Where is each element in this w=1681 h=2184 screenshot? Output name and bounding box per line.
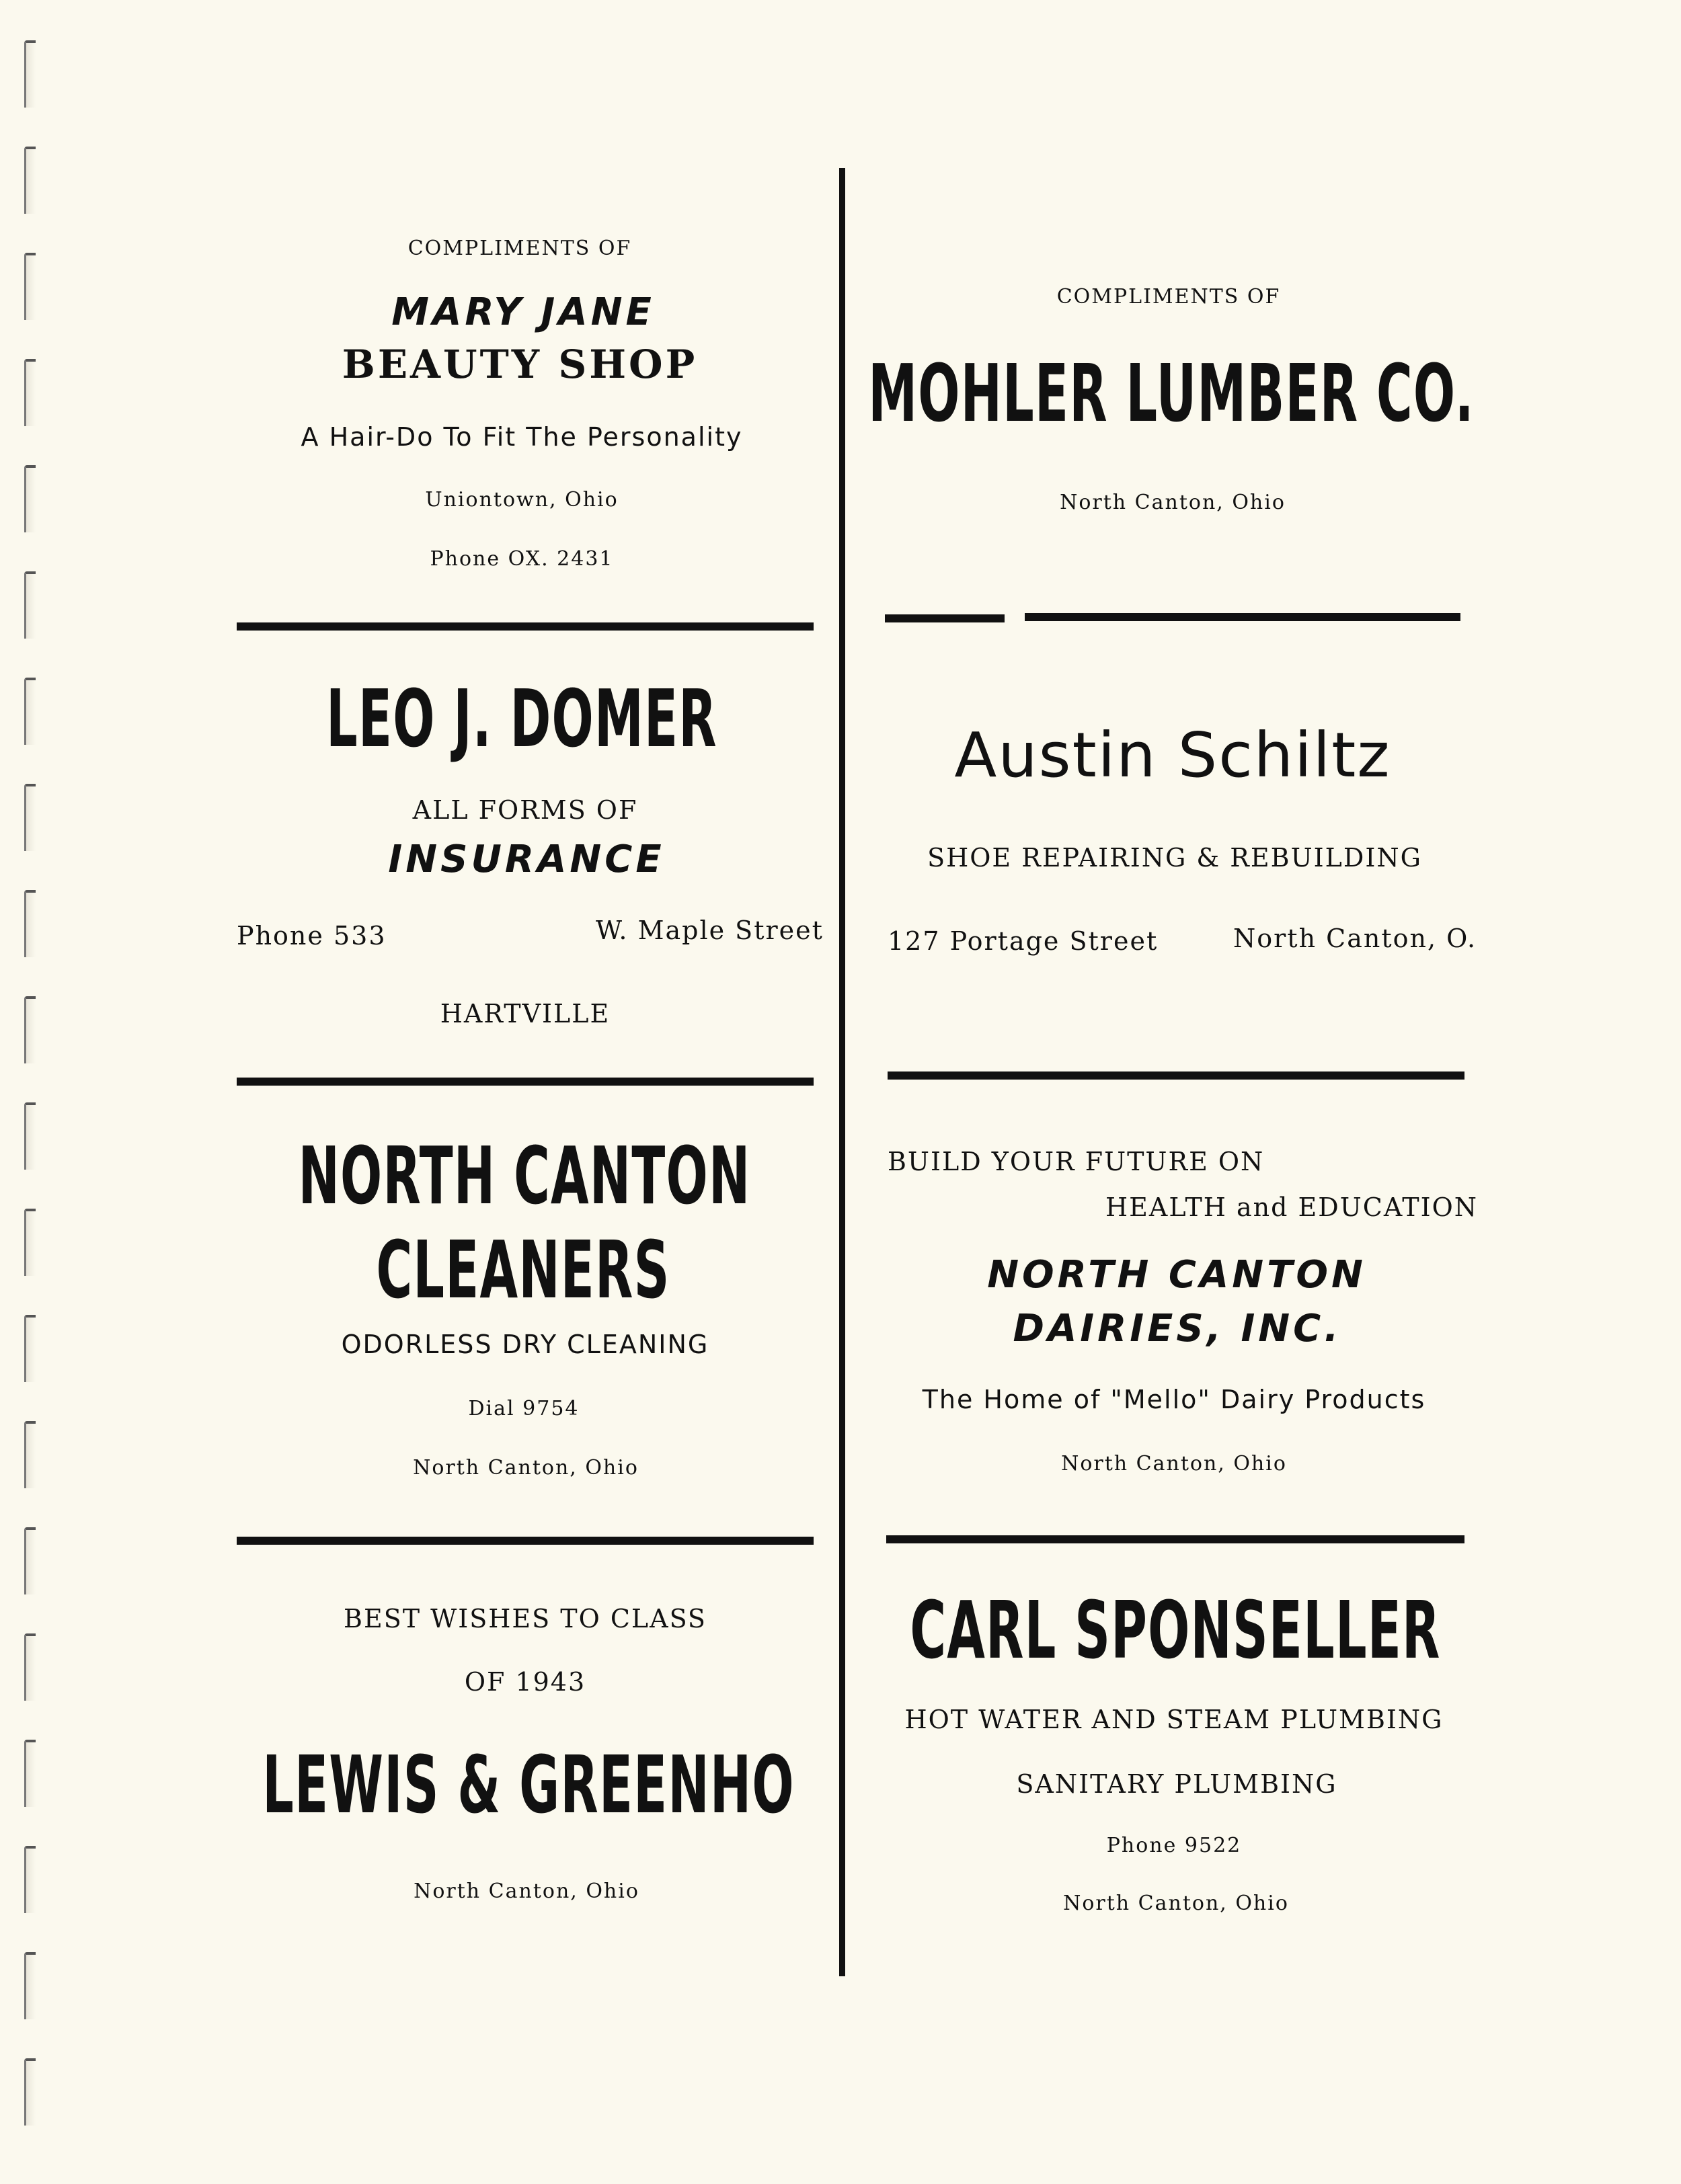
ad-service-line2: SANITARY PLUMBING — [1016, 1769, 1337, 1799]
binding-hole — [24, 1952, 36, 2019]
ad-business-name-line2: BEAUTY SHOP — [342, 341, 698, 387]
left-rule-3 — [237, 1537, 814, 1545]
binding-hole — [24, 40, 36, 108]
spiral-binding — [19, 27, 46, 2151]
binding-hole — [24, 465, 36, 532]
ad-service: SHOE REPAIRING & REBUILDING — [927, 843, 1422, 873]
ad-tagline: The Home of "Mello" Dairy Products — [922, 1385, 1426, 1414]
ad-business-name: Austin Schiltz — [954, 719, 1391, 791]
binding-hole — [24, 1527, 36, 1594]
binding-hole — [24, 1633, 36, 1701]
ad-location: North Canton, Ohio — [413, 1456, 639, 1480]
ad-business-name: LEO J. DOMER — [326, 672, 717, 765]
binding-hole — [24, 1421, 36, 1488]
ad-business-name: LEWIS & GREENHO — [262, 1738, 795, 1831]
binding-hole — [24, 1315, 36, 1382]
ad-location: North Canton, Ohio — [414, 1879, 639, 1903]
binding-hole — [24, 571, 36, 639]
ad-business-name-line1: NORTH CANTON — [987, 1253, 1366, 1297]
ad-slogan-line1: BUILD YOUR FUTURE ON — [888, 1147, 1265, 1176]
ad-business-name: CARL SPONSELLER — [910, 1584, 1441, 1676]
binding-hole — [24, 359, 36, 426]
ad-phone: Phone 9522 — [1106, 1834, 1242, 1857]
right-rule-1a — [885, 614, 1005, 622]
left-rule-1 — [237, 622, 814, 631]
right-rule-3 — [886, 1535, 1464, 1543]
ad-location: North Canton, Ohio — [1061, 1452, 1287, 1475]
ad-business-name-line1: NORTH CANTON — [298, 1129, 751, 1222]
ad-tagline: A Hair-Do To Fit The Personality — [301, 422, 743, 452]
binding-hole — [24, 2058, 36, 2126]
ad-business-name: MOHLER LUMBER CO. — [868, 347, 1475, 440]
ad-business-name-line1: MARY JANE — [391, 290, 655, 334]
ad-service-line1: HOT WATER AND STEAM PLUMBING — [904, 1705, 1444, 1734]
center-divider — [839, 168, 845, 1976]
ad-business-name-line2: CLEANERS — [376, 1223, 670, 1316]
ad-slogan-line2: HEALTH and EDUCATION — [1105, 1192, 1478, 1222]
right-rule-2 — [888, 1071, 1464, 1080]
binding-hole — [24, 784, 36, 851]
binding-hole — [24, 1209, 36, 1276]
binding-hole — [24, 678, 36, 745]
ad-service: ODORLESS DRY CLEANING — [341, 1330, 709, 1359]
ad-location: North Canton, Ohio — [1063, 1892, 1289, 1915]
ad-location: North Canton, Ohio — [1060, 491, 1286, 514]
ad-location: Uniontown, Ohio — [425, 488, 619, 512]
ad-phone: Phone OX. 2431 — [430, 547, 614, 571]
ad-phone: Phone 533 — [237, 921, 387, 951]
ad-intro: COMPLIMENTS OF — [407, 237, 632, 260]
ad-address: 127 Portage Street — [888, 926, 1159, 956]
ad-city: North Canton, O. — [1233, 924, 1477, 953]
ad-line1: BEST WISHES TO CLASS — [344, 1604, 707, 1633]
ad-street: W. Maple Street — [596, 916, 824, 945]
right-rule-1b — [1025, 613, 1460, 621]
binding-hole — [24, 996, 36, 1063]
ad-line2: INSURANCE — [388, 838, 665, 881]
binding-hole — [24, 1846, 36, 1913]
binding-hole — [24, 890, 36, 957]
left-rule-2 — [237, 1078, 814, 1086]
ad-line2: OF 1943 — [464, 1667, 586, 1697]
ad-intro: COMPLIMENTS OF — [1056, 285, 1281, 309]
binding-hole — [24, 253, 36, 320]
ad-phone: Dial 9754 — [468, 1397, 580, 1420]
binding-hole — [24, 1102, 36, 1170]
ad-town: HARTVILLE — [440, 999, 611, 1028]
binding-hole — [24, 1740, 36, 1807]
binding-hole — [24, 147, 36, 214]
ad-line1: ALL FORMS OF — [412, 795, 638, 825]
ad-business-name-line2: DAIRIES, INC. — [1013, 1307, 1342, 1350]
